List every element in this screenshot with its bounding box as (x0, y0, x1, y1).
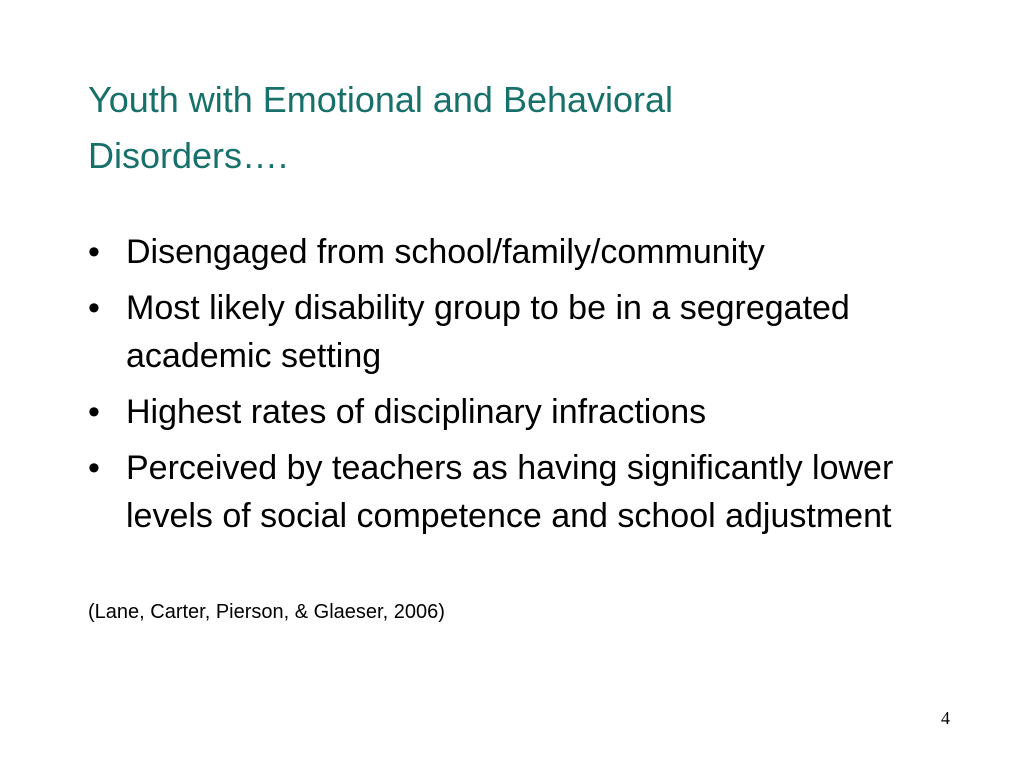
bullet-icon: • (88, 393, 100, 431)
bullet-text: Perceived by teachers as having significantly lower levels of social competence and school adjustment (126, 449, 894, 535)
slide-title-line-1: Youth with Emotional and Behavioral (88, 79, 674, 120)
bullet-icon: • (88, 449, 100, 487)
bullet-list (88, 228, 948, 548)
bullet-item-1 (88, 228, 948, 276)
slide-title (88, 72, 848, 184)
bullet-text: Disengaged from school/family/community (126, 233, 765, 271)
bullet-text: Most likely disability group to be in a segregated academic setting (126, 289, 850, 375)
bullet-text: Highest rates of disciplinary infractions (126, 393, 707, 431)
page-number: 4 (941, 708, 950, 728)
bullet-item-3 (88, 388, 948, 436)
bullet-item-2 (88, 284, 948, 380)
slide-title-line-2: Disorders…. (88, 135, 289, 176)
citation: (Lane, Carter, Pierson, & Glaeser, 2006) (88, 601, 445, 623)
bullet-icon: • (88, 233, 100, 271)
bullet-item-4 (88, 444, 948, 540)
bullet-icon: • (88, 289, 100, 327)
